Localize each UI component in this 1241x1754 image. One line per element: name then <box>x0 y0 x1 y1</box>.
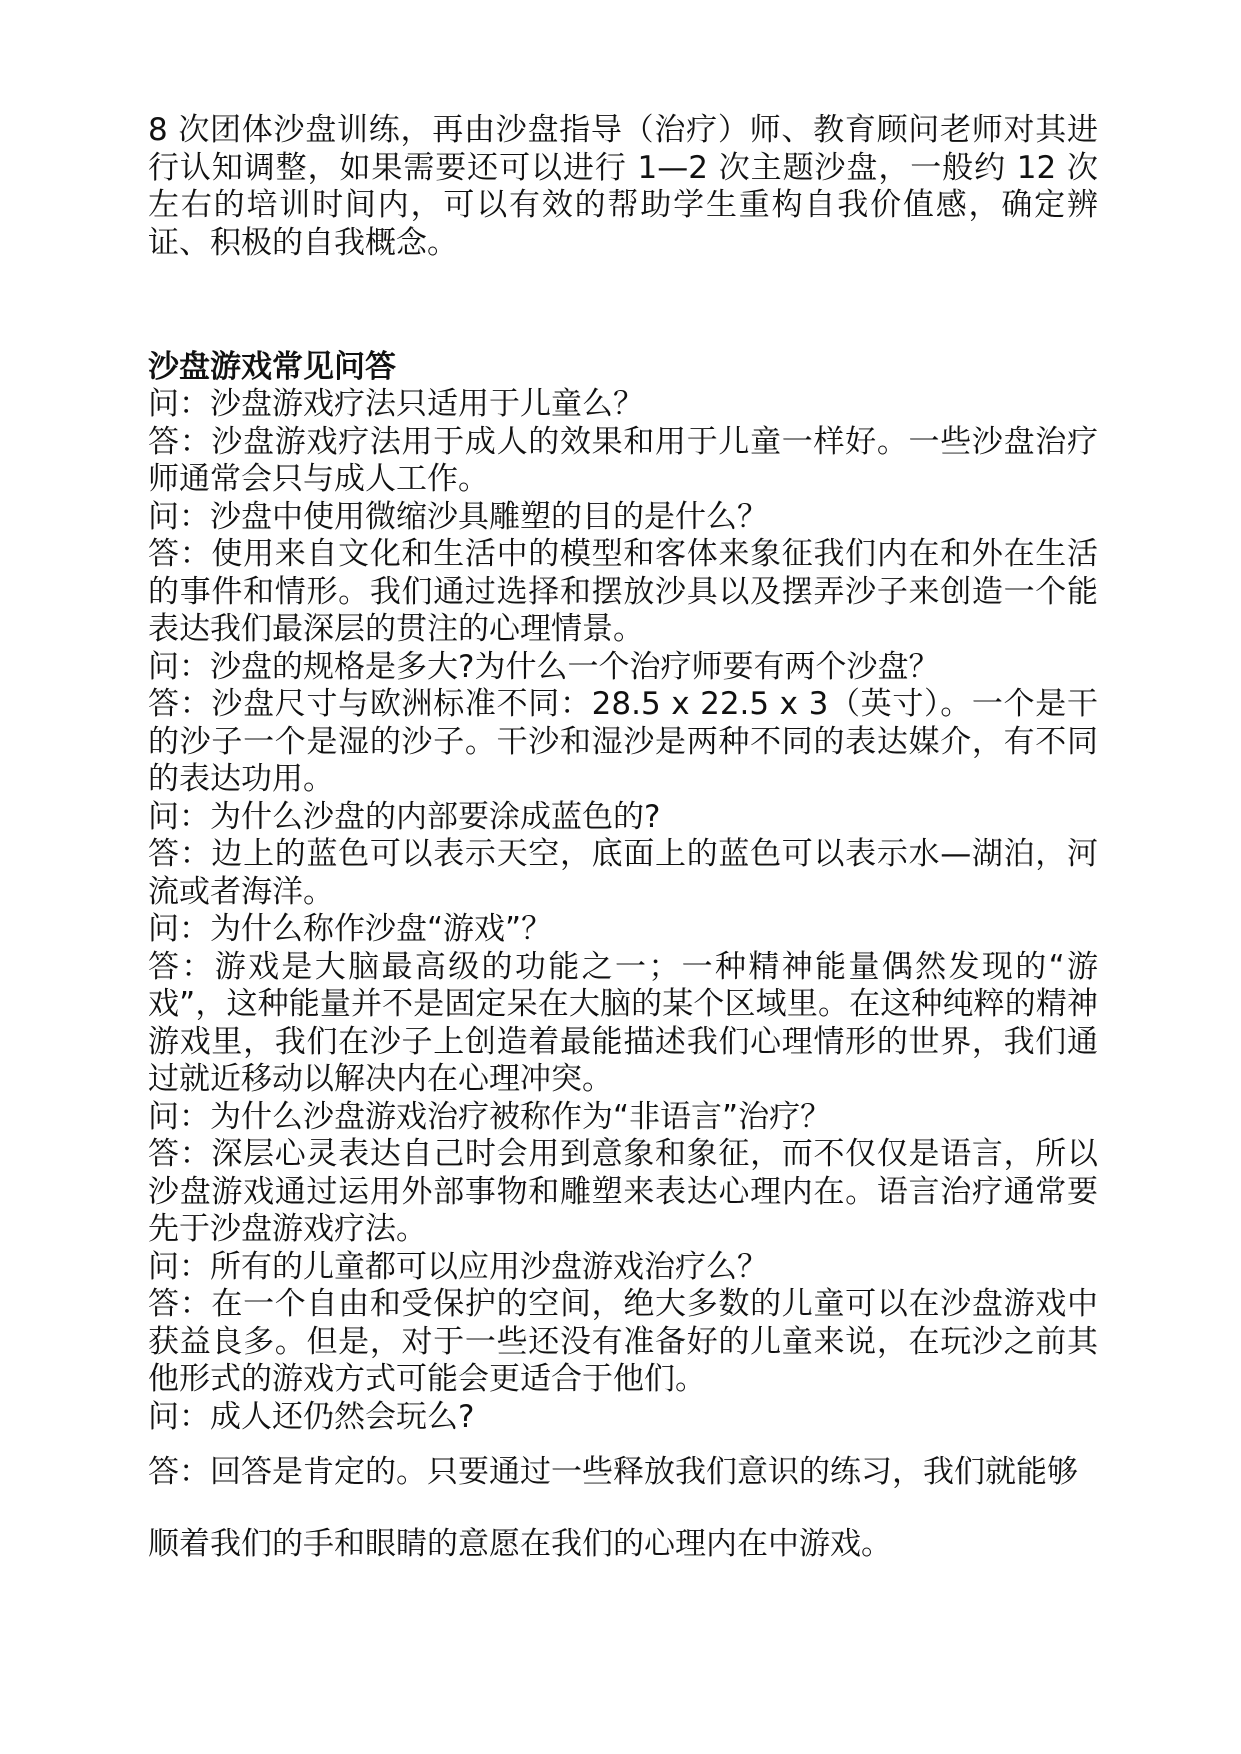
intro-paragraph: 8 次团体沙盘训练，再由沙盘指导（治疗）师、教育顾问老师对其进行认知调整，如果需要还可以进行 1—2 次主题沙盘，一般约 12 次左右的培训时间内，可以有效的帮助学生重构自我价值感，确定辨证、积极的自我概念。 <box>148 112 1098 261</box>
qa-line: 问：沙盘的规格是多大?为什么一个治疗师要有两个沙盘？ <box>148 648 940 685</box>
qa-line: 答：使用来自文化和生活中的模型和客体来象征我们内在和外在生活的事件和情形。我们通过选择和摆放沙具以及摆弄沙子来创造一个能表达我们最深层的贯注的心理情景。 <box>148 536 1098 647</box>
qa-line: 答：边上的蓝色可以表示天空，底面上的蓝色可以表示水—湖泊，河流或者海洋。 <box>148 836 1098 910</box>
qa-line: 问：沙盘中使用微缩沙具雕塑的目的是什么？ <box>148 498 768 535</box>
qa-line: 答：沙盘游戏疗法用于成人的效果和用于儿童一样好。一些沙盘治疗师通常会只与成人工作。 <box>148 423 1098 497</box>
final-answer: 答：回答是肯定的。只要通过一些释放我们意识的练习，我们就能够顺着我们的手和眼睛的意愿在我们的心理内在中游戏。 <box>148 1454 1078 1562</box>
qa-line: 答：在一个自由和受保护的空间，绝大多数的儿童可以在沙盘游戏中获益良多。但是，对于一些还没有准备好的儿童来说，在玩沙之前其他形式的游戏方式可能会更适合于他们。 <box>148 1286 1098 1397</box>
qa-list <box>148 386 1098 1436</box>
qa-line: 问：所有的儿童都可以应用沙盘游戏治疗么？ <box>148 1248 768 1285</box>
qa-line: 答：游戏是大脑最高级的功能之一；一种精神能量偶然发现的“游戏”，这种能量并不是固定呆在大脑的某个区域里。在这种纯粹的精神游戏里，我们在沙子上创造着最能描述我们心理情形的世界，我们通过就近移动以解决内在心理冲突。 <box>148 948 1098 1097</box>
qa-line: 问：成人还仍然会玩么? <box>148 1398 475 1435</box>
document-page <box>148 112 1098 1580</box>
qa-line: 答：沙盘尺寸与欧洲标准不同：28.5 x 22.5 x 3（英寸）。一个是干的沙子一个是湿的沙子。干沙和湿沙是两种不同的表达媒介，有不同的表达功用。 <box>148 686 1098 797</box>
qa-line: 问：沙盘游戏疗法只适用于儿童么？ <box>148 386 644 422</box>
qa-line: 问：为什么称作沙盘“游戏”？ <box>148 911 553 947</box>
qa-line: 答：深层心灵表达自己时会用到意象和象征，而不仅仅是语言，所以沙盘游戏通过运用外部事物和雕塑来表达心理内在。语言治疗通常要先于沙盘游戏疗法。 <box>148 1136 1098 1247</box>
qa-line: 问：为什么沙盘的内部要涂成蓝色的? <box>148 798 661 835</box>
section-heading: 沙盘游戏常见问答 <box>148 349 396 385</box>
qa-line: 问：为什么沙盘游戏治疗被称作为“非语言”治疗？ <box>148 1098 832 1135</box>
